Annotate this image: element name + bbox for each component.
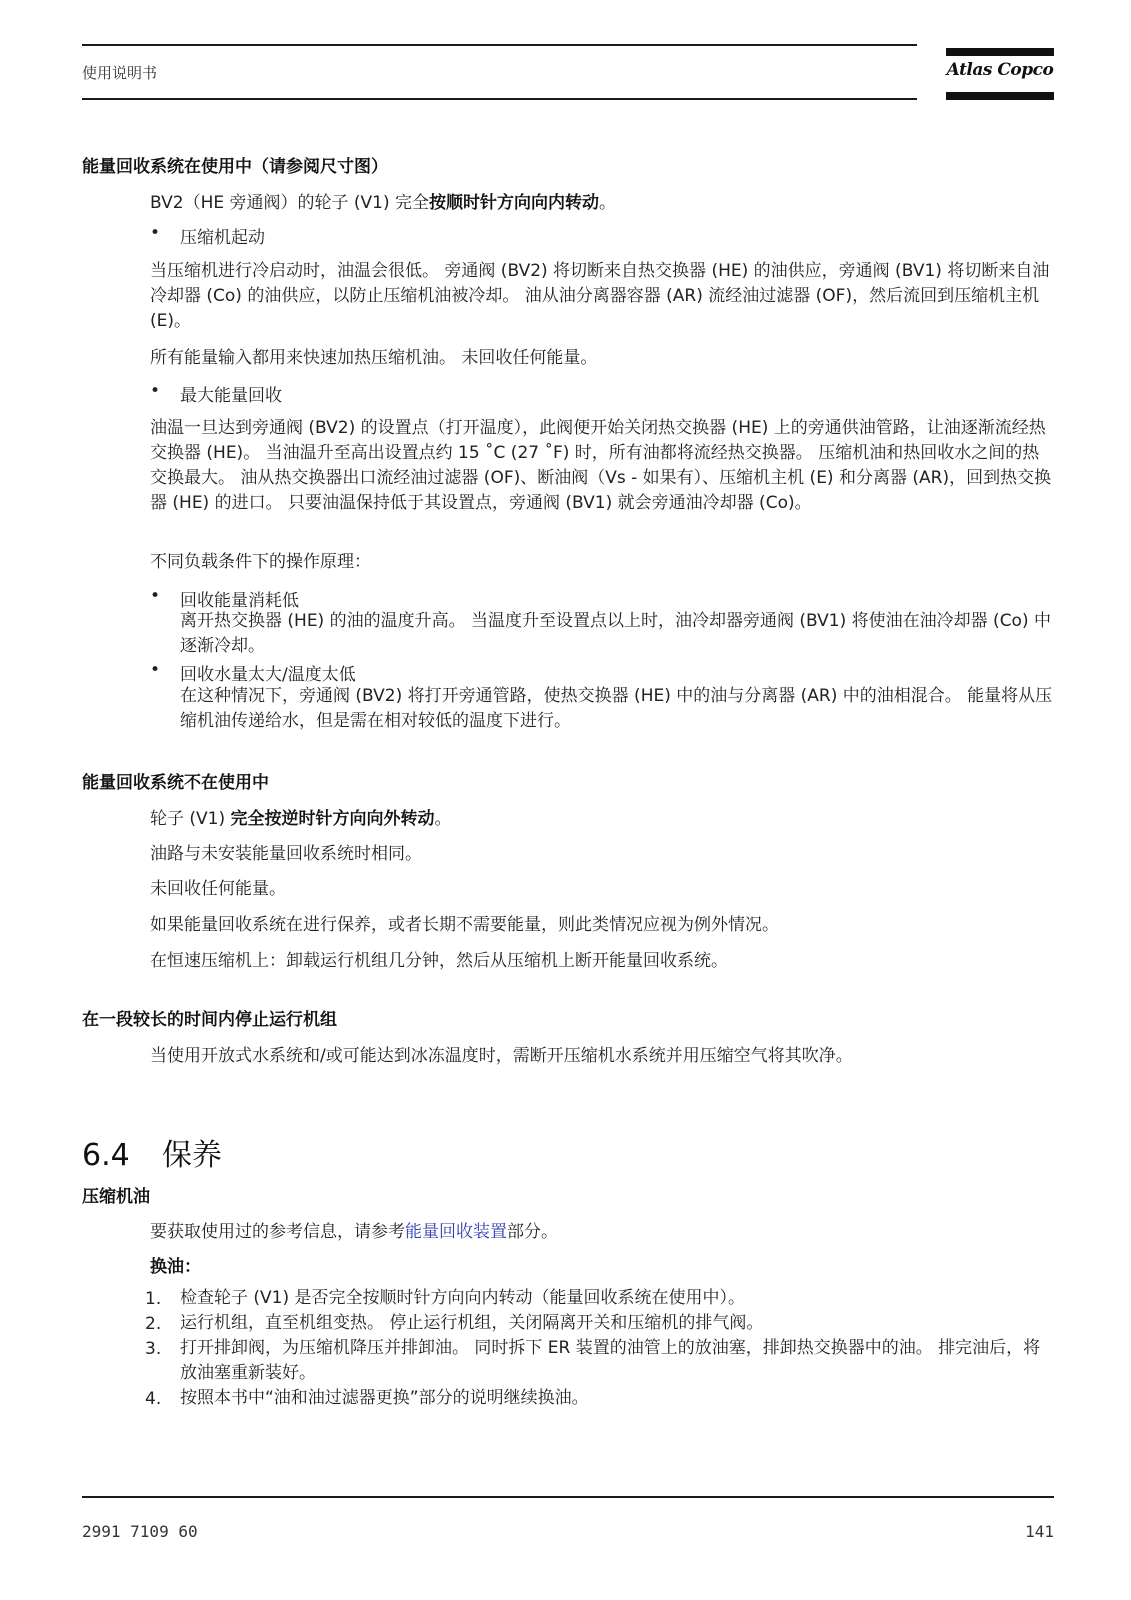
header-bottom-rule (82, 98, 917, 100)
bullet-marker: • (150, 223, 161, 243)
chapter-number: 6.4 (82, 1138, 130, 1173)
bullet-marker: • (150, 381, 161, 401)
section-heading-energy-recovery-not-in-use: 能量回收系统不在使用中 (82, 773, 269, 793)
logo-text: Atlas Copco (946, 60, 1054, 80)
header-top-rule (82, 44, 917, 46)
chapter-heading-maintenance (82, 1130, 222, 1174)
open-water-system-line: 当使用开放式水系统和/或可能达到冰冻温度时，需断开压缩机水系统并用压缩空气将其吹净。 (150, 1046, 853, 1066)
step-number: 1. (145, 1289, 162, 1309)
oil-circuit-line: 油路与未安装能量回收系统时相同。 (150, 844, 422, 864)
bullet-compressor-start: 压缩机起动 (180, 228, 265, 248)
paragraph-energy-input: 所有能量输入都用来快速加热压缩机油。 未回收任何能量。 (150, 348, 598, 368)
step-number: 4. (145, 1389, 162, 1409)
fixed-speed-line: 在恒速压缩机上：卸载运行机组几分钟，然后从压缩机上断开能量回收系统。 (150, 951, 728, 971)
reference-line: 要获取使用过的参考信息，请参考能量回收装置部分。 (150, 1222, 558, 1242)
chapter-title: 保养 (162, 1138, 222, 1173)
step-number: 2. (145, 1314, 162, 1334)
step-number: 3. (145, 1339, 162, 1359)
section-heading-energy-recovery-in-use: 能量回收系统在使用中（请参阅尺寸图） (82, 157, 388, 177)
step-text: 按照本书中“油和油过滤器更换”部分的说明继续换油。 (180, 1388, 589, 1408)
paragraph-max-recovery: 油温一旦达到旁通阀 (BV2) 的设置点（打开温度），此阀便开始关闭热交换器 (HE) 上的旁通供油管路，让油逐渐流经热交换器 (HE)。 当油温升至高出设置点约 15 ˚C (27 ˚F) 时，所有油都将流经热交换器。 压缩机油和热回收水之间的热交换最大。 油从热交换器出口流经油过滤器 (OF)、断油阀（Vs - 如果有）、压缩机主机 (E) 和分离器 (AR)，回到热交换器 (HE) 的进口。 只要油温保持低于其设置点，旁通阀 (BV1) 就会旁通油冷却器 (Co)。 (150, 418, 1052, 513)
bullet-marker: • (150, 586, 161, 606)
energy-recovery-unit-link[interactable]: 能量回收装置 (405, 1222, 507, 1242)
bullet-high-water-flow: 回收水量太大/温度太低 (180, 665, 356, 685)
footer-rule (82, 1496, 1054, 1498)
section-heading-long-stop: 在一段较长的时间内停止运行机组 (82, 1010, 337, 1030)
bullet-max-energy-recovery: 最大能量回收 (180, 386, 282, 406)
paragraph-operating-principle: 不同负载条件下的操作原理： (150, 552, 371, 572)
intro-line: BV2（HE 旁通阀）的轮子 (V1) 完全按顺时针方向向内转动。 (150, 193, 617, 213)
step-text: 检查轮子 (V1) 是否完全按顺时针方向向内转动（能量回收系统在使用中）。 (180, 1288, 746, 1308)
bullet-low-consumption-text: 离开热交换器 (HE) 的油的温度升高。 当温度升至设置点以上时，油冷却器旁通阀 (BV1) 将使油在油冷却器 (Co) 中逐渐冷却。 (180, 611, 1051, 656)
no-recovery-line: 未回收任何能量。 (150, 879, 286, 899)
atlas-copco-logo (946, 48, 1054, 100)
exception-line: 如果能量回收系统在进行保养，或者长期不需要能量，则此类情况应视为例外情况。 (150, 915, 779, 935)
bullet-marker: • (150, 660, 161, 680)
page-number: 141 (1025, 1522, 1054, 1541)
wheel-ccw-line: 轮子 (V1) 完全按逆时针方向向外转动。 (150, 809, 452, 829)
bullet-low-consumption: 回收能量消耗低 (180, 591, 299, 611)
oil-change-label: 换油： (150, 1257, 201, 1277)
section-heading-compressor-oil: 压缩机油 (82, 1187, 150, 1207)
document-number: 2991 7109 60 (82, 1522, 198, 1541)
step-text: 运行机组，直至机组变热。 停止运行机组，关闭隔离开关和压缩机的排气阀。 (180, 1313, 764, 1333)
header-title: 使用说明书 (82, 64, 158, 82)
paragraph-cold-start: 当压缩机进行冷启动时，油温会很低。 旁通阀 (BV2) 将切断来自热交换器 (HE) 的油供应，旁通阀 (BV1) 将切断来自油冷却器 (Co) 的油供应，以防止压缩机油被冷却。 油从油分离器容器 (AR) 流经油过滤器 (OF)，然后流回到压缩机主机 (E)。 (150, 261, 1050, 331)
bullet-high-water-flow-text: 在这种情况下，旁通阀 (BV2) 将打开旁通管路，使热交换器 (HE) 中的油与分离器 (AR) 中的油相混合。 能量将从压缩机油传递给水，但是需在相对较低的温度下进行。 (180, 686, 1053, 731)
step-text: 打开排卸阀，为压缩机降压并排卸油。 同时拆下 ER 装置的油管上的放油塞，排卸热交换器中的油。 排完油后，将放油塞重新装好。 (180, 1338, 1041, 1383)
